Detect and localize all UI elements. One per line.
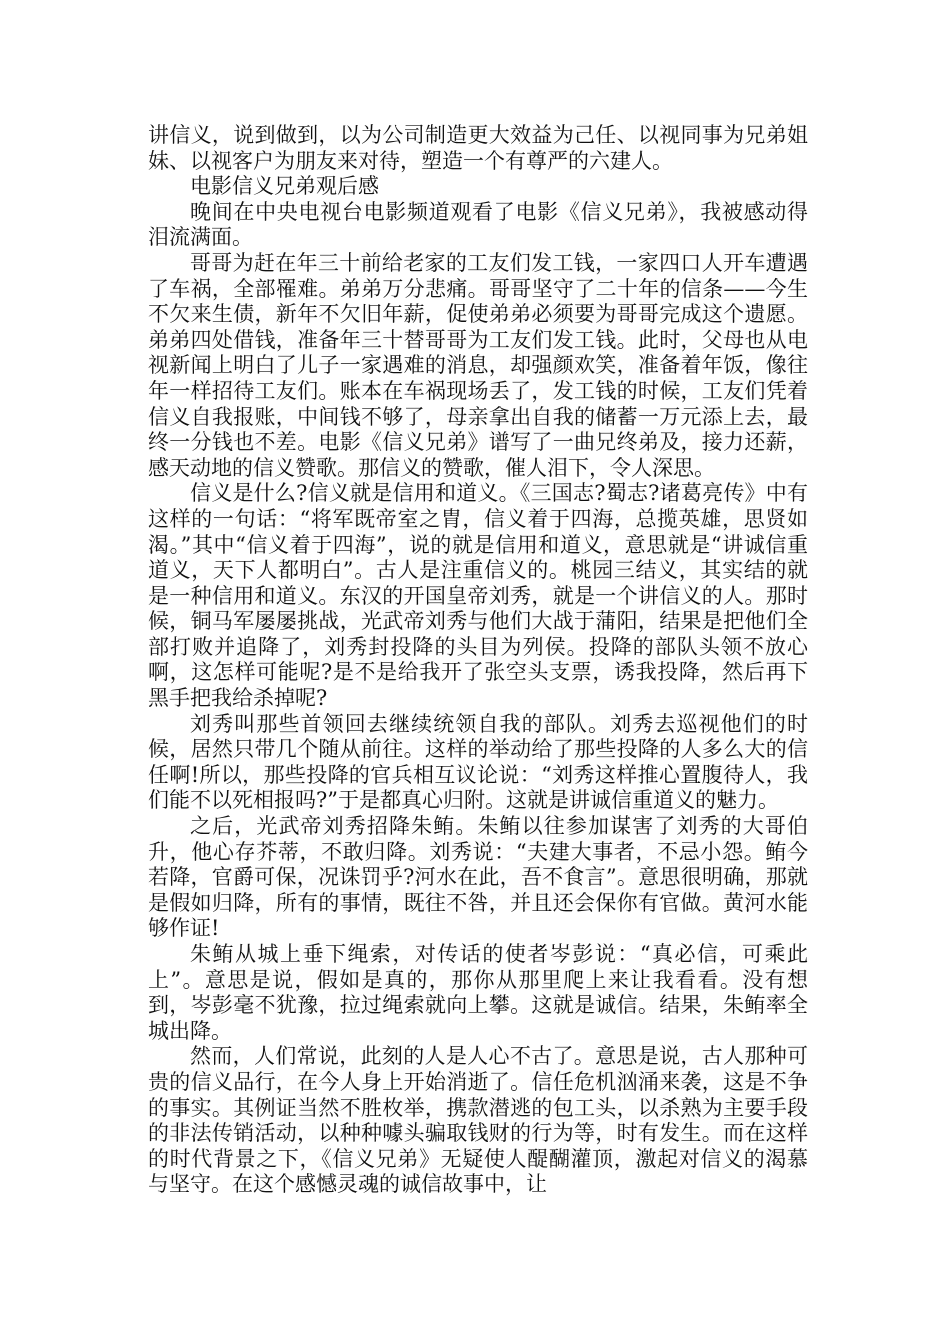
- paragraph: 然而，人们常说，此刻的人是人心不古了。意思是说，古人那种可贵的信义品行，在今人身上开始消逝了。信任危机汹涌来袭，这是不争的事实。其例证当然不胜枚举，携款潜逃的包工头，以杀熟为主要手段的非法传销活动，以种种噱头骗取钱财的行为等，时有发生。而在这样的时代背景之下，《信义兄弟》无疑使人醍醐灌顶，激起对信义的渴慕与坚守。在这个感憾灵魂的诚信故事中，让: [148, 1044, 808, 1197]
- document-page: [148, 123, 808, 1198]
- paragraph: 晚间在中央电视台电影频道观看了电影《信义兄弟》，我被感动得泪流满面。: [148, 199, 808, 250]
- paragraph: 信义是什么?信义就是信用和道义。《三国志?蜀志?诸葛亮传》中有这样的一句话：“将军既帝室之胄，信义着于四海，总揽英雄，思贤如渴。”其中“信义着于四海”，说的就是信用和道义，意思就是“讲诚信重道义，天下人都明白”。古人是注重信义的。桃园三结义，其实结的就是一种信用和道义。东汉的开国皇帝刘秀，就是一个讲信义的人。那时候，铜马军屡屡挑战，光武帝刘秀与他们大战于蒲阳，结果是把他们全部打败并追降了，刘秀封投降的头目为列侯。投降的部队头领不放心啊，这怎样可能呢?是不是给我开了张空头支票，诱我投降，然后再下黑手把我给杀掉呢?: [148, 481, 808, 711]
- paragraph-continuation: 讲信义，说到做到，以为公司制造更大效益为己任、以视同事为兄弟姐妹、以视客户为朋友来对待，塑造一个有尊严的六建人。: [148, 123, 808, 173]
- paragraph: 刘秀叫那些首领回去继续统领自我的部队。刘秀去巡视他们的时候，居然只带几个随从前往。这样的举动给了那些投降的人多么大的信任啊!所以，那些投降的官兵相互议论说：“刘秀这样推心置腹待人，我们能不以死相报吗?”于是都真心归附。这就是讲诚信重道义的魅力。: [148, 711, 808, 813]
- paragraph: 朱鲔从城上垂下绳索，对传话的使者岑彭说：“真必信，可乘此上”。意思是说，假如是真的，那你从那里爬上来让我看看。没有想到，岑彭毫不犹豫，拉过绳索就向上攀。这就是诚信。结果，朱鲔率全城出降。: [148, 942, 808, 1043]
- article-title: 电影信义兄弟观后感: [190, 174, 379, 199]
- paragraph: 之后，光武帝刘秀招降朱鲔。朱鲔以往参加谋害了刘秀的大哥伯升，他心存芥蒂，不敢归降。刘秀说：“夫建大事者，不忌小怨。鲔今若降，官爵可保，况诛罚乎?河水在此，吾不食言”。意思很明确，那就是假如归降，所有的事情，既往不咎，并且还会保你有官做。黄河水能够作证!: [148, 814, 808, 941]
- paragraph: 哥哥为赶在年三十前给老家的工友们发工钱，一家四口人开车遭遇了车祸，全部罹难。弟弟万分悲痛。哥哥坚守了二十年的信条——今生不欠来生债，新年不欠旧年薪，促使弟弟必须要为哥哥完成这个遗愿。弟弟四处借钱，准备年三十替哥哥为工友们发工钱。此时，父母也从电视新闻上明白了儿子一家遇难的消息，却强颜欢笑，准备着年饭，像往年一样招待工友们。账本在车祸现场丢了，发工钱的时候，工友们凭着信义自我报账，中间钱不够了，母亲拿出自我的储蓄一万元添上去，最终一分钱也不差。电影《信义兄弟》谱写了一曲兄终弟及，接力还薪，感天动地的信义赞歌。那信义的赞歌，催人泪下，令人深思。: [148, 250, 808, 480]
